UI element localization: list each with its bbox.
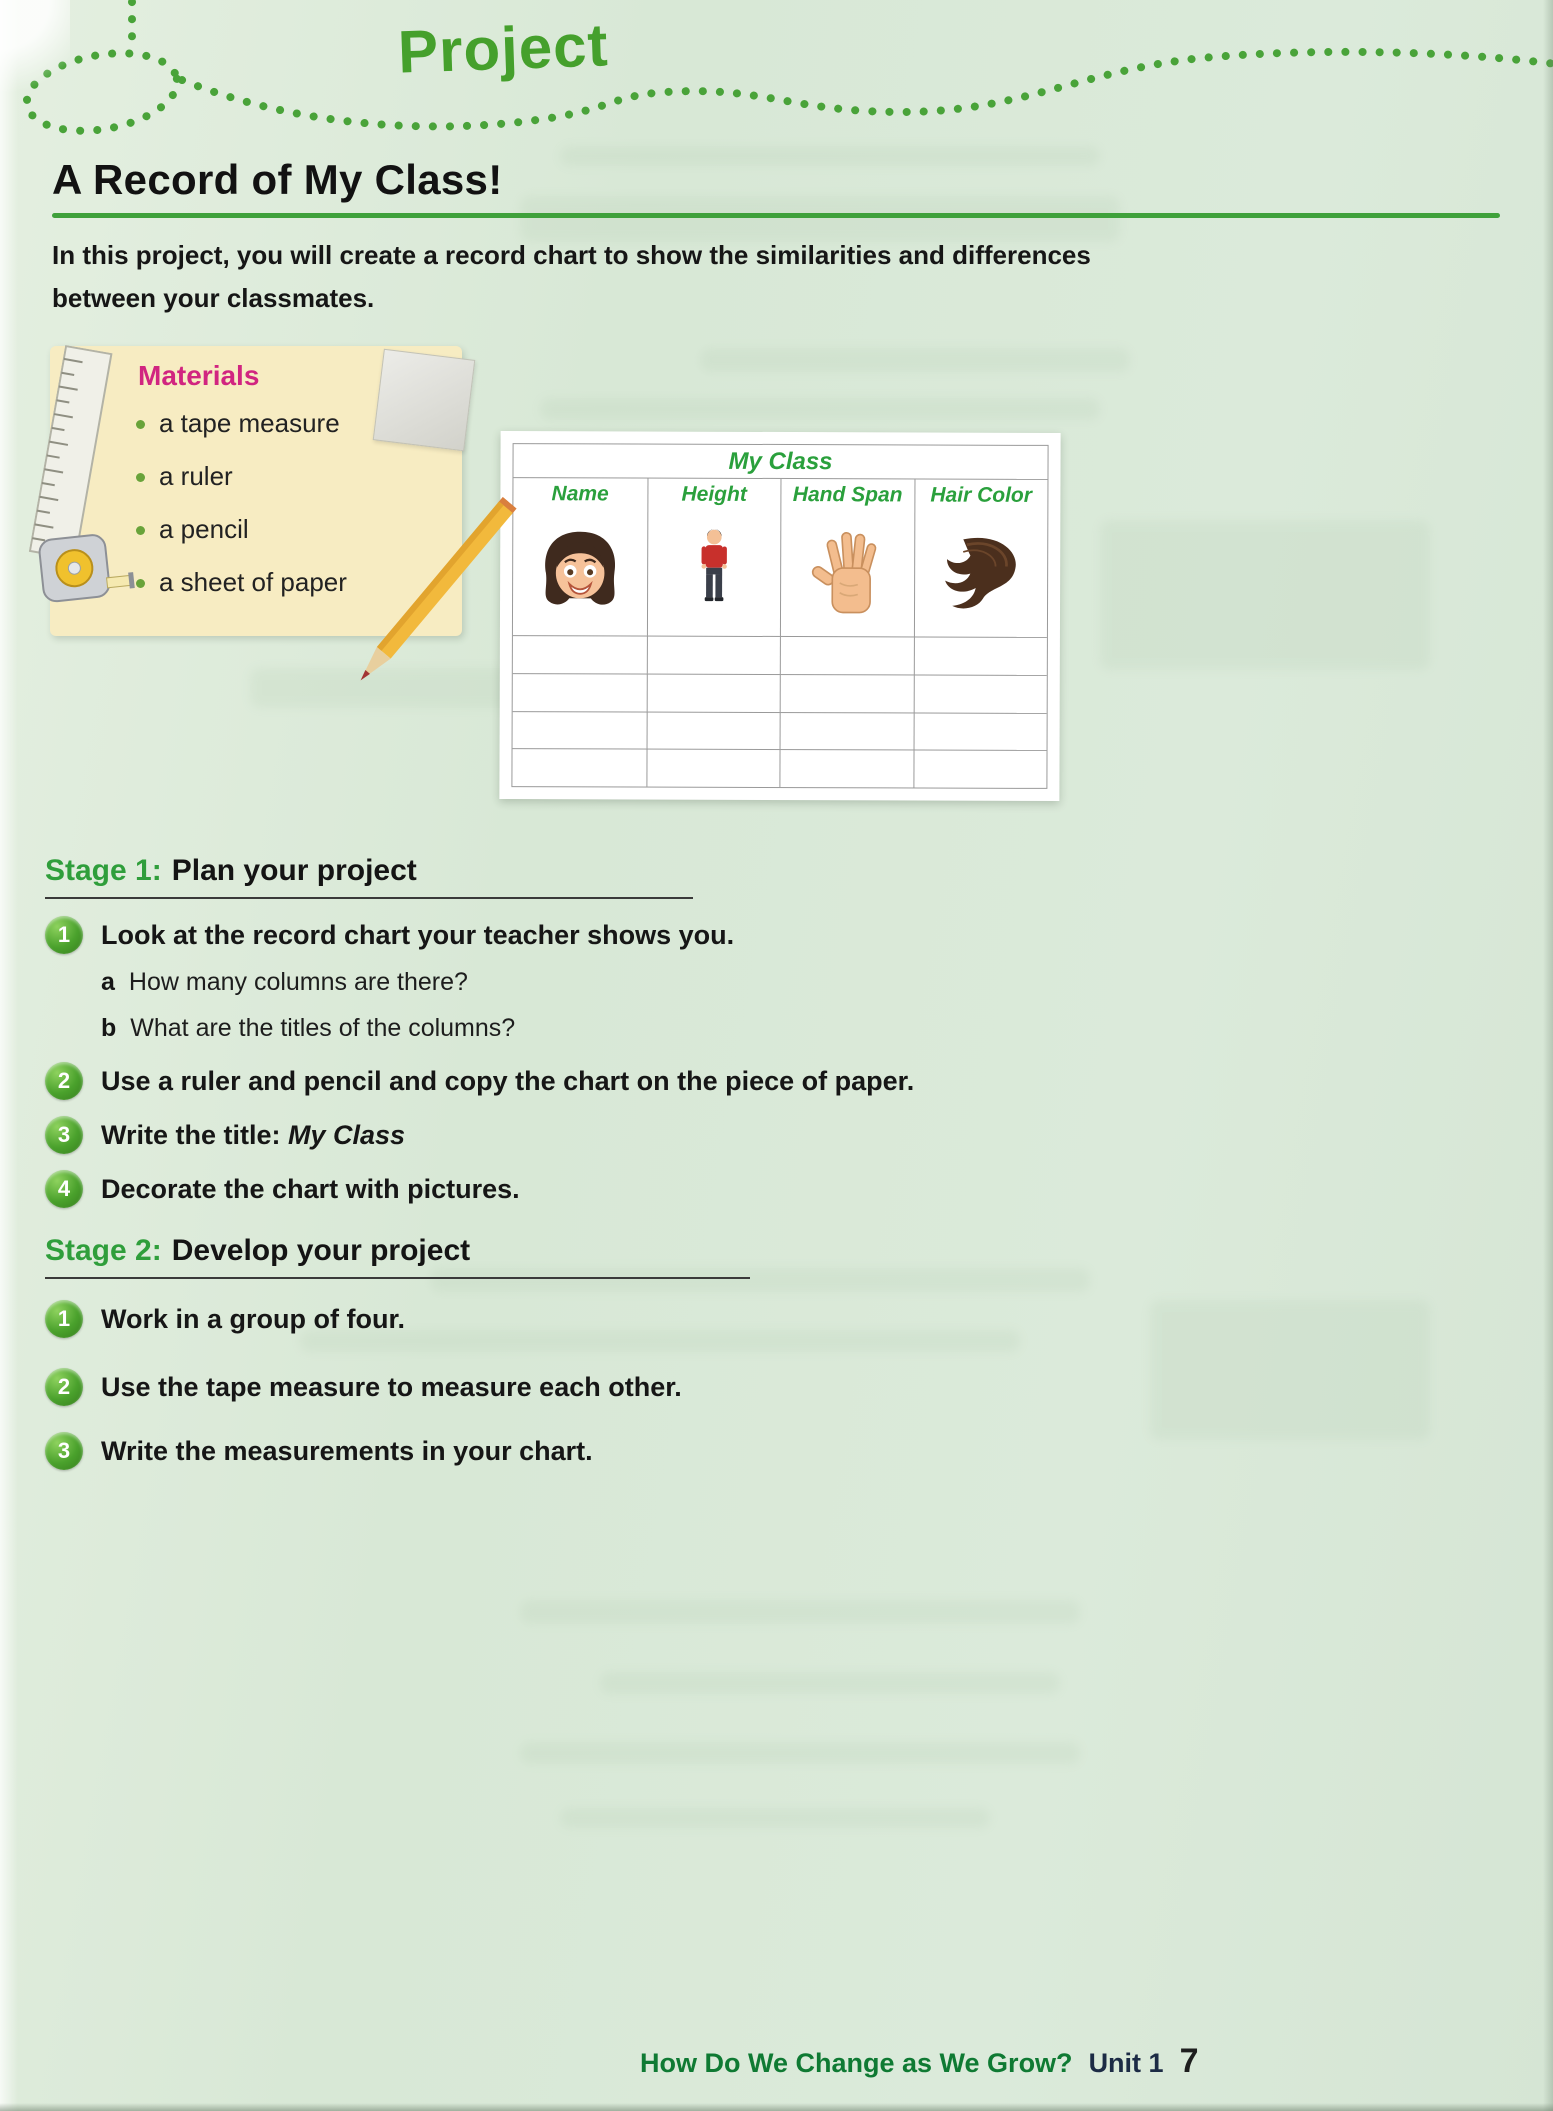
chart-empty-cell bbox=[913, 713, 1047, 750]
chart-column-label: Hand Span bbox=[792, 483, 903, 507]
bullet-dot bbox=[136, 473, 145, 482]
bleed-through-artifact bbox=[560, 1808, 990, 1828]
chart-empty-row bbox=[513, 711, 1047, 751]
stage1-title: Plan your project bbox=[171, 854, 417, 887]
tape-measure-image bbox=[32, 523, 141, 624]
chart-empty-cell bbox=[646, 712, 780, 749]
step-number-badge: 1 bbox=[45, 916, 83, 954]
intro-paragraph: In this project, you will create a record chart to show the similarities and differences between your classmates. bbox=[52, 240, 1091, 313]
stage1-step-3 bbox=[45, 1116, 405, 1154]
bullet-dot bbox=[136, 420, 145, 429]
heading-underline bbox=[52, 213, 1500, 218]
bleed-through-artifact bbox=[1100, 520, 1430, 670]
step-text: Look at the record chart your teacher shows you. bbox=[101, 919, 735, 950]
footer-question: How Do We Change as We Grow? bbox=[640, 2048, 1073, 2078]
chart-empty-cell bbox=[513, 712, 647, 749]
chart-column-label: Hair Color bbox=[930, 483, 1032, 507]
stage1-step-1b bbox=[101, 1014, 515, 1043]
chart-empty-cell bbox=[780, 712, 914, 749]
chart-empty-cell bbox=[646, 674, 780, 711]
footer-unit-label: Unit 1 bbox=[1088, 2048, 1164, 2078]
materials-item-label: a pencil bbox=[159, 514, 249, 544]
dotted-swirl-decoration bbox=[0, 0, 1553, 175]
chart-empty-cell bbox=[913, 675, 1047, 712]
stage1-step-1 bbox=[45, 916, 734, 954]
materials-item bbox=[136, 567, 347, 598]
substep-text: How many columns are there? bbox=[128, 968, 468, 996]
stage2-step-3 bbox=[45, 1432, 593, 1470]
substep-text: What are the titles of the columns? bbox=[130, 1014, 516, 1042]
chart-column-label: Name bbox=[551, 482, 609, 506]
materials-item bbox=[136, 514, 347, 545]
materials-box bbox=[50, 346, 462, 636]
chart-empty-cell bbox=[913, 751, 1047, 788]
step-number-badge: 1 bbox=[45, 1300, 83, 1338]
record-chart-card bbox=[499, 431, 1060, 801]
step-text-prefix: Write the title: bbox=[101, 1119, 289, 1150]
chart-empty-cell bbox=[646, 750, 780, 787]
materials-list bbox=[136, 408, 347, 620]
step-text: Write the measurements in your chart. bbox=[101, 1435, 593, 1466]
page-edge-bottom bbox=[0, 2103, 1553, 2111]
chart-header-name bbox=[513, 478, 647, 635]
paper-scrap-image bbox=[373, 349, 476, 452]
chart-header-hand-span bbox=[780, 479, 914, 636]
step-number-badge: 2 bbox=[45, 1368, 83, 1406]
bullet-dot bbox=[136, 579, 145, 588]
chart-empty-cell bbox=[513, 674, 647, 711]
bleed-through-artifact bbox=[300, 1330, 1020, 1352]
substep-letter: a bbox=[101, 968, 115, 996]
stage1-label: Stage 1: bbox=[45, 854, 162, 887]
stage2-step-1 bbox=[45, 1300, 405, 1338]
chart-empty-cell bbox=[646, 637, 780, 674]
step-text: Decorate the chart with pictures. bbox=[101, 1173, 520, 1204]
hand-image bbox=[810, 507, 884, 636]
stage1-step-4 bbox=[45, 1170, 520, 1208]
step-text: Use the tape measure to measure each other. bbox=[101, 1371, 682, 1402]
girl-face-image bbox=[534, 506, 626, 635]
chart-empty-cell bbox=[780, 675, 914, 712]
stage1-step-2 bbox=[45, 1062, 914, 1100]
substep-letter: b bbox=[101, 1014, 117, 1042]
page-title: A Record of My Class! bbox=[52, 156, 503, 203]
page-footer bbox=[640, 2042, 1199, 2081]
chart-empty-cell bbox=[780, 637, 914, 674]
step-text: Work in a group of four. bbox=[101, 1303, 405, 1334]
bleed-through-artifact bbox=[520, 1742, 1080, 1764]
materials-item-label: a ruler bbox=[159, 461, 233, 491]
materials-title: Materials bbox=[138, 360, 260, 391]
record-chart-table bbox=[511, 443, 1048, 789]
materials-item-label: a sheet of paper bbox=[159, 567, 347, 597]
materials-item bbox=[136, 461, 347, 492]
chart-empty-row bbox=[513, 673, 1047, 713]
step-number-badge: 4 bbox=[45, 1170, 83, 1208]
pencil-image bbox=[341, 493, 521, 700]
chart-empty-cell bbox=[779, 750, 913, 787]
chart-empty-cell bbox=[513, 636, 647, 673]
chart-header-row bbox=[513, 478, 1048, 638]
bleed-through-artifact bbox=[1150, 1300, 1430, 1440]
chart-empty-row bbox=[512, 748, 1046, 788]
chart-empty-cell bbox=[512, 749, 646, 786]
chart-empty-cell bbox=[913, 637, 1047, 674]
boy-figure-image bbox=[694, 507, 734, 636]
bleed-through-artifact bbox=[540, 398, 1100, 420]
stage1-heading bbox=[45, 854, 693, 899]
bleed-through-artifact bbox=[700, 348, 1130, 372]
hair-image bbox=[936, 508, 1026, 637]
bullet-dot bbox=[136, 526, 145, 535]
bleed-through-artifact bbox=[520, 1600, 1080, 1624]
step-number-badge: 3 bbox=[45, 1432, 83, 1470]
stage2-step-2 bbox=[45, 1368, 682, 1406]
step-text-italic: My Class bbox=[288, 1119, 406, 1150]
page-number: 7 bbox=[1179, 2042, 1199, 2080]
chart-title: My Class bbox=[513, 444, 1047, 480]
step-text: Use a ruler and pencil and copy the chart on the piece of paper. bbox=[101, 1065, 915, 1096]
project-banner-title: Project bbox=[396, 11, 610, 86]
page-edge-left bbox=[0, 0, 18, 2111]
chart-empty-rows bbox=[512, 636, 1047, 788]
chart-header-hair-color bbox=[913, 479, 1047, 636]
page-edge-right bbox=[1543, 0, 1553, 2111]
step-number-badge: 3 bbox=[45, 1116, 83, 1154]
stage2-title: Develop your project bbox=[171, 1234, 471, 1267]
materials-item bbox=[136, 408, 347, 439]
stage2-heading bbox=[45, 1234, 750, 1279]
step-number-badge: 2 bbox=[45, 1062, 83, 1100]
bleed-through-artifact bbox=[600, 1672, 1060, 1694]
materials-item-label: a tape measure bbox=[159, 408, 340, 438]
stage1-step-1a bbox=[101, 968, 468, 997]
stage2-label: Stage 2: bbox=[45, 1234, 162, 1267]
step-text bbox=[101, 1120, 405, 1151]
chart-header-height bbox=[646, 479, 780, 636]
chart-column-label: Height bbox=[681, 482, 747, 506]
chart-empty-row bbox=[513, 636, 1047, 675]
